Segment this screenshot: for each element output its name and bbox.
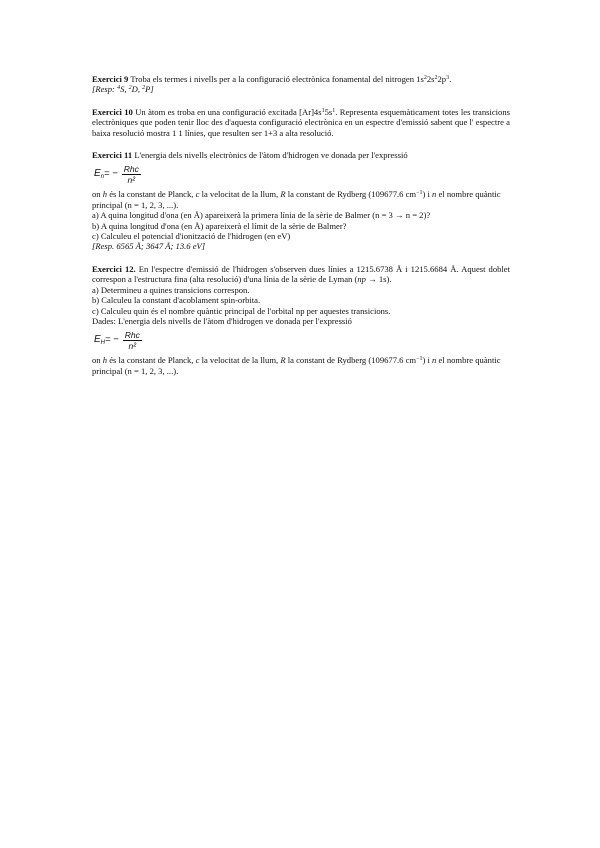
- exercise-12-statement: Exercici 12. En l'espectre d'emissió de l'hidrogen s'observen dues línies a 1215.6738 Å i 1215.6684 Å. Aquest doblet correspon a l'estructura fina (alta resolució) d'una línia de la sèrie de Lyman (np → 1s).: [92, 263, 511, 285]
- exercise-12-question-b: b) Calculeu la constant d'acoblament spin-orbita.: [92, 295, 261, 306]
- exercise-12: [92, 264, 510, 376]
- electron-configuration: $1s^22s^22p^3$.: [416, 74, 452, 84]
- exercise-12-question-c: c) Calculeu quin és el nombre quàntic principal de l'orbital np per aquestes transicions.: [92, 305, 391, 316]
- exercise-10-title: Exercici 10: [92, 106, 133, 117]
- exercise-11-answer: [Resp. 6565 Å; 3647 Å; 13.6 eV]: [92, 241, 206, 252]
- exercise-11-title: Exercici 11: [92, 150, 133, 161]
- exercise-10-statement: Exercici 10 Un àtom es troba en una configuració excitada $[Ar]4s^15s^1$. Representa esquemàticament totes les transicions electròniques que poden tenir lloc des d'aquesta configuració electrònica en un espectre d'emissió sabent que l' espectre a baixa resolució mostra 1 1 línies, que resulten ser 1+3 a alta resolució.: [92, 106, 511, 138]
- exercise-10: [92, 107, 510, 138]
- exercise-12-data: Dades: L'energia dels nivells de l'àtom d'hidrogen ve donada per l'expressió: [92, 315, 352, 326]
- exercise-11-definitions: on h és la constant de Planck, c la velocitat de la llum, R la constant de Rydberg (109677.6 $cm^{-1}$) i n el nombre quàntic principal (n = 1, 2, 3, ...).: [92, 189, 501, 210]
- document-page: [92, 74, 510, 386]
- exercise-12-question-a: a) Determineu a quines transicions correspon.: [92, 284, 250, 295]
- exercise-9: [92, 74, 510, 95]
- exercise-11-statement: Exercici 11 L'energia dels nivells electrònics de l'àtom d'hidrogen ve donada per l'expressió: [92, 150, 408, 161]
- exercise-12-title: Exercici 12.: [92, 263, 136, 274]
- exercise-12-definitions: on h és la constant de Planck, c la velocitat de la llum, R la constant de Rydberg (109677.6 $cm^{-1}$) i n el nombre quàntic principal (n = 1, 2, 3, ...).: [92, 355, 501, 376]
- exercise-9-statement: [92, 74, 510, 84]
- exercise-11-question-a: a) A quina longitud d'ona (en Å) apareixerà la primera línia de la sèrie de Balmer (n = 3 → n = 2)?: [92, 210, 431, 221]
- exercise-9-answer: [Resp: $^4$S, $^2$D, $^2$P]: [92, 84, 154, 95]
- exercise-9-text: Troba els termes i nivells per a la configuració electrònica fonamental del nitrogen: [128, 74, 415, 84]
- exercise-11-question-c: c) Calculeu el potencial d'ionització de l'hidrogen (en eV): [92, 231, 291, 242]
- exercise-11: [92, 150, 510, 252]
- energy-formula: $E_n$ = − $\frac{\text{Rhc}}{\text{n²}}$: [94, 163, 139, 185]
- exercise-11-question-b: b) A quina longitud d'ona (en Å) apareixerà el límit de la sèrie de Balmer?: [92, 220, 347, 231]
- exercise-9-title: Exercici 9: [92, 74, 129, 84]
- hydrogen-energy-formula: $E_H$ = − $\frac{\text{Rhc}}{\text{n²}}$: [94, 329, 140, 351]
